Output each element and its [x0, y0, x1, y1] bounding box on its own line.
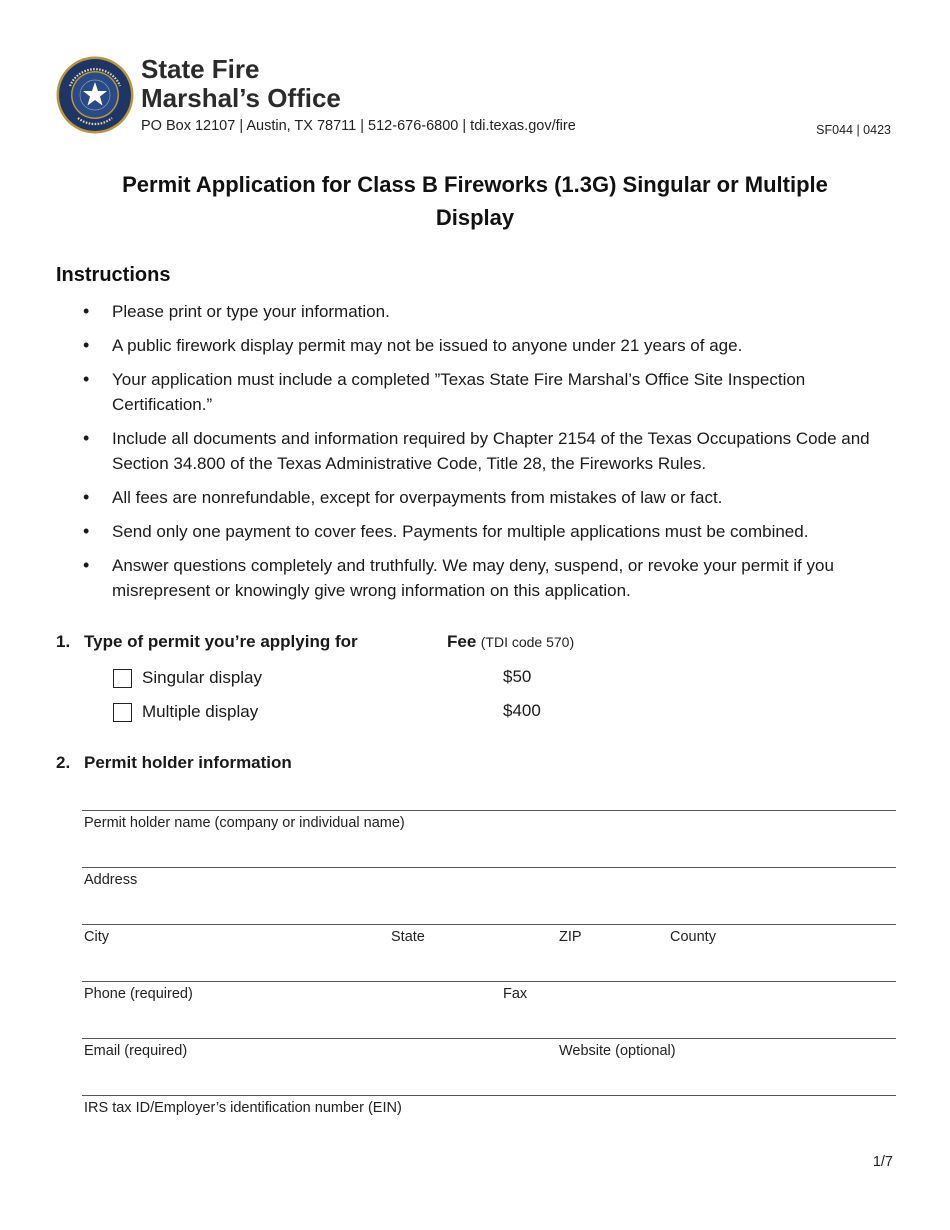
- ein-field[interactable]: IRS tax ID/Employer’s identification number (EIN): [84, 1100, 402, 1116]
- form-field-divider: [82, 1038, 896, 1039]
- singular-display-fee: $50: [503, 667, 532, 686]
- instructions-list: [82, 299, 882, 612]
- instruction-item: • All fees are nonrefundable, except for overpayments from mistakes of law or fact.: [82, 485, 882, 510]
- org-name-line1: State Fire: [141, 54, 260, 84]
- org-name: [141, 55, 341, 113]
- page-number: 1/7: [872, 1154, 893, 1170]
- city-field[interactable]: City: [84, 929, 109, 945]
- instruction-item: • A public firework display permit may not be issued to anyone under 21 years of age.: [82, 333, 882, 358]
- form-field-divider: [82, 1095, 896, 1096]
- singular-display-option[interactable]: [113, 666, 262, 690]
- zip-field[interactable]: ZIP: [559, 929, 582, 945]
- section-2-title: Permit holder information: [84, 753, 292, 772]
- phone-field[interactable]: Phone (required): [84, 986, 193, 1002]
- singular-display-label: Singular display: [142, 668, 263, 687]
- section-2-number: 2.: [56, 753, 71, 772]
- section-1-number: 1.: [56, 632, 71, 651]
- instructions-heading: Instructions: [56, 264, 171, 286]
- document-title: [60, 168, 890, 234]
- multiple-display-option[interactable]: [113, 700, 258, 724]
- multiple-display-checkbox[interactable]: [113, 703, 132, 722]
- fee-column-header: [447, 632, 574, 652]
- website-field[interactable]: Website (optional): [559, 1043, 676, 1059]
- instruction-item: • Your application must include a completed ”Texas State Fire Marshal’s Office Site Inspection Certification.”: [82, 367, 882, 417]
- state-field[interactable]: State: [391, 929, 425, 945]
- singular-display-checkbox[interactable]: [113, 669, 132, 688]
- form-field-divider: [82, 810, 896, 811]
- fax-field[interactable]: Fax: [503, 986, 528, 1002]
- section-1-title: Type of permit you’re applying for: [84, 632, 358, 651]
- org-contact-line: PO Box 12107 | Austin, TX 78711 | 512-676-6800 | tdi.texas.gov/fire: [141, 118, 576, 134]
- org-name-line2: Marshal’s Office: [141, 83, 341, 113]
- form-field-divider: [82, 981, 896, 982]
- form-field-divider: [82, 867, 896, 868]
- multiple-display-label: Multiple display: [142, 702, 259, 721]
- fee-code: (TDI code 570): [480, 634, 575, 650]
- address-field[interactable]: Address: [84, 872, 138, 888]
- document-title-line1: Permit Application for Class B Fireworks (1.3G) Singular or Multiple: [122, 172, 828, 197]
- form-field-divider: [82, 924, 896, 925]
- state-fire-marshal-seal-logo: [56, 56, 134, 134]
- email-field[interactable]: Email (required): [84, 1043, 188, 1059]
- county-field[interactable]: County: [670, 929, 716, 945]
- document-title-line2: Display: [435, 205, 515, 230]
- instruction-item: • Answer questions completely and truthfully. We may deny, suspend, or revoke your permit if you misrepresent or knowingly give wrong information on this application.: [82, 553, 882, 603]
- holder-name-field[interactable]: Permit holder name (company or individual name): [84, 815, 405, 831]
- instruction-item: • Include all documents and information required by Chapter 2154 of the Texas Occupations Code and Section 34.800 of the Texas Administrative Code, Title 28, the Fireworks Rules.: [82, 426, 882, 476]
- instruction-item: • Send only one payment to cover fees. Payments for multiple applications must be combined.: [82, 519, 882, 544]
- instruction-item: • Please print or type your information.: [82, 299, 882, 324]
- form-code: SF044 | 0423: [816, 123, 891, 137]
- multiple-display-fee: $400: [503, 701, 541, 720]
- fee-label: Fee: [447, 632, 477, 651]
